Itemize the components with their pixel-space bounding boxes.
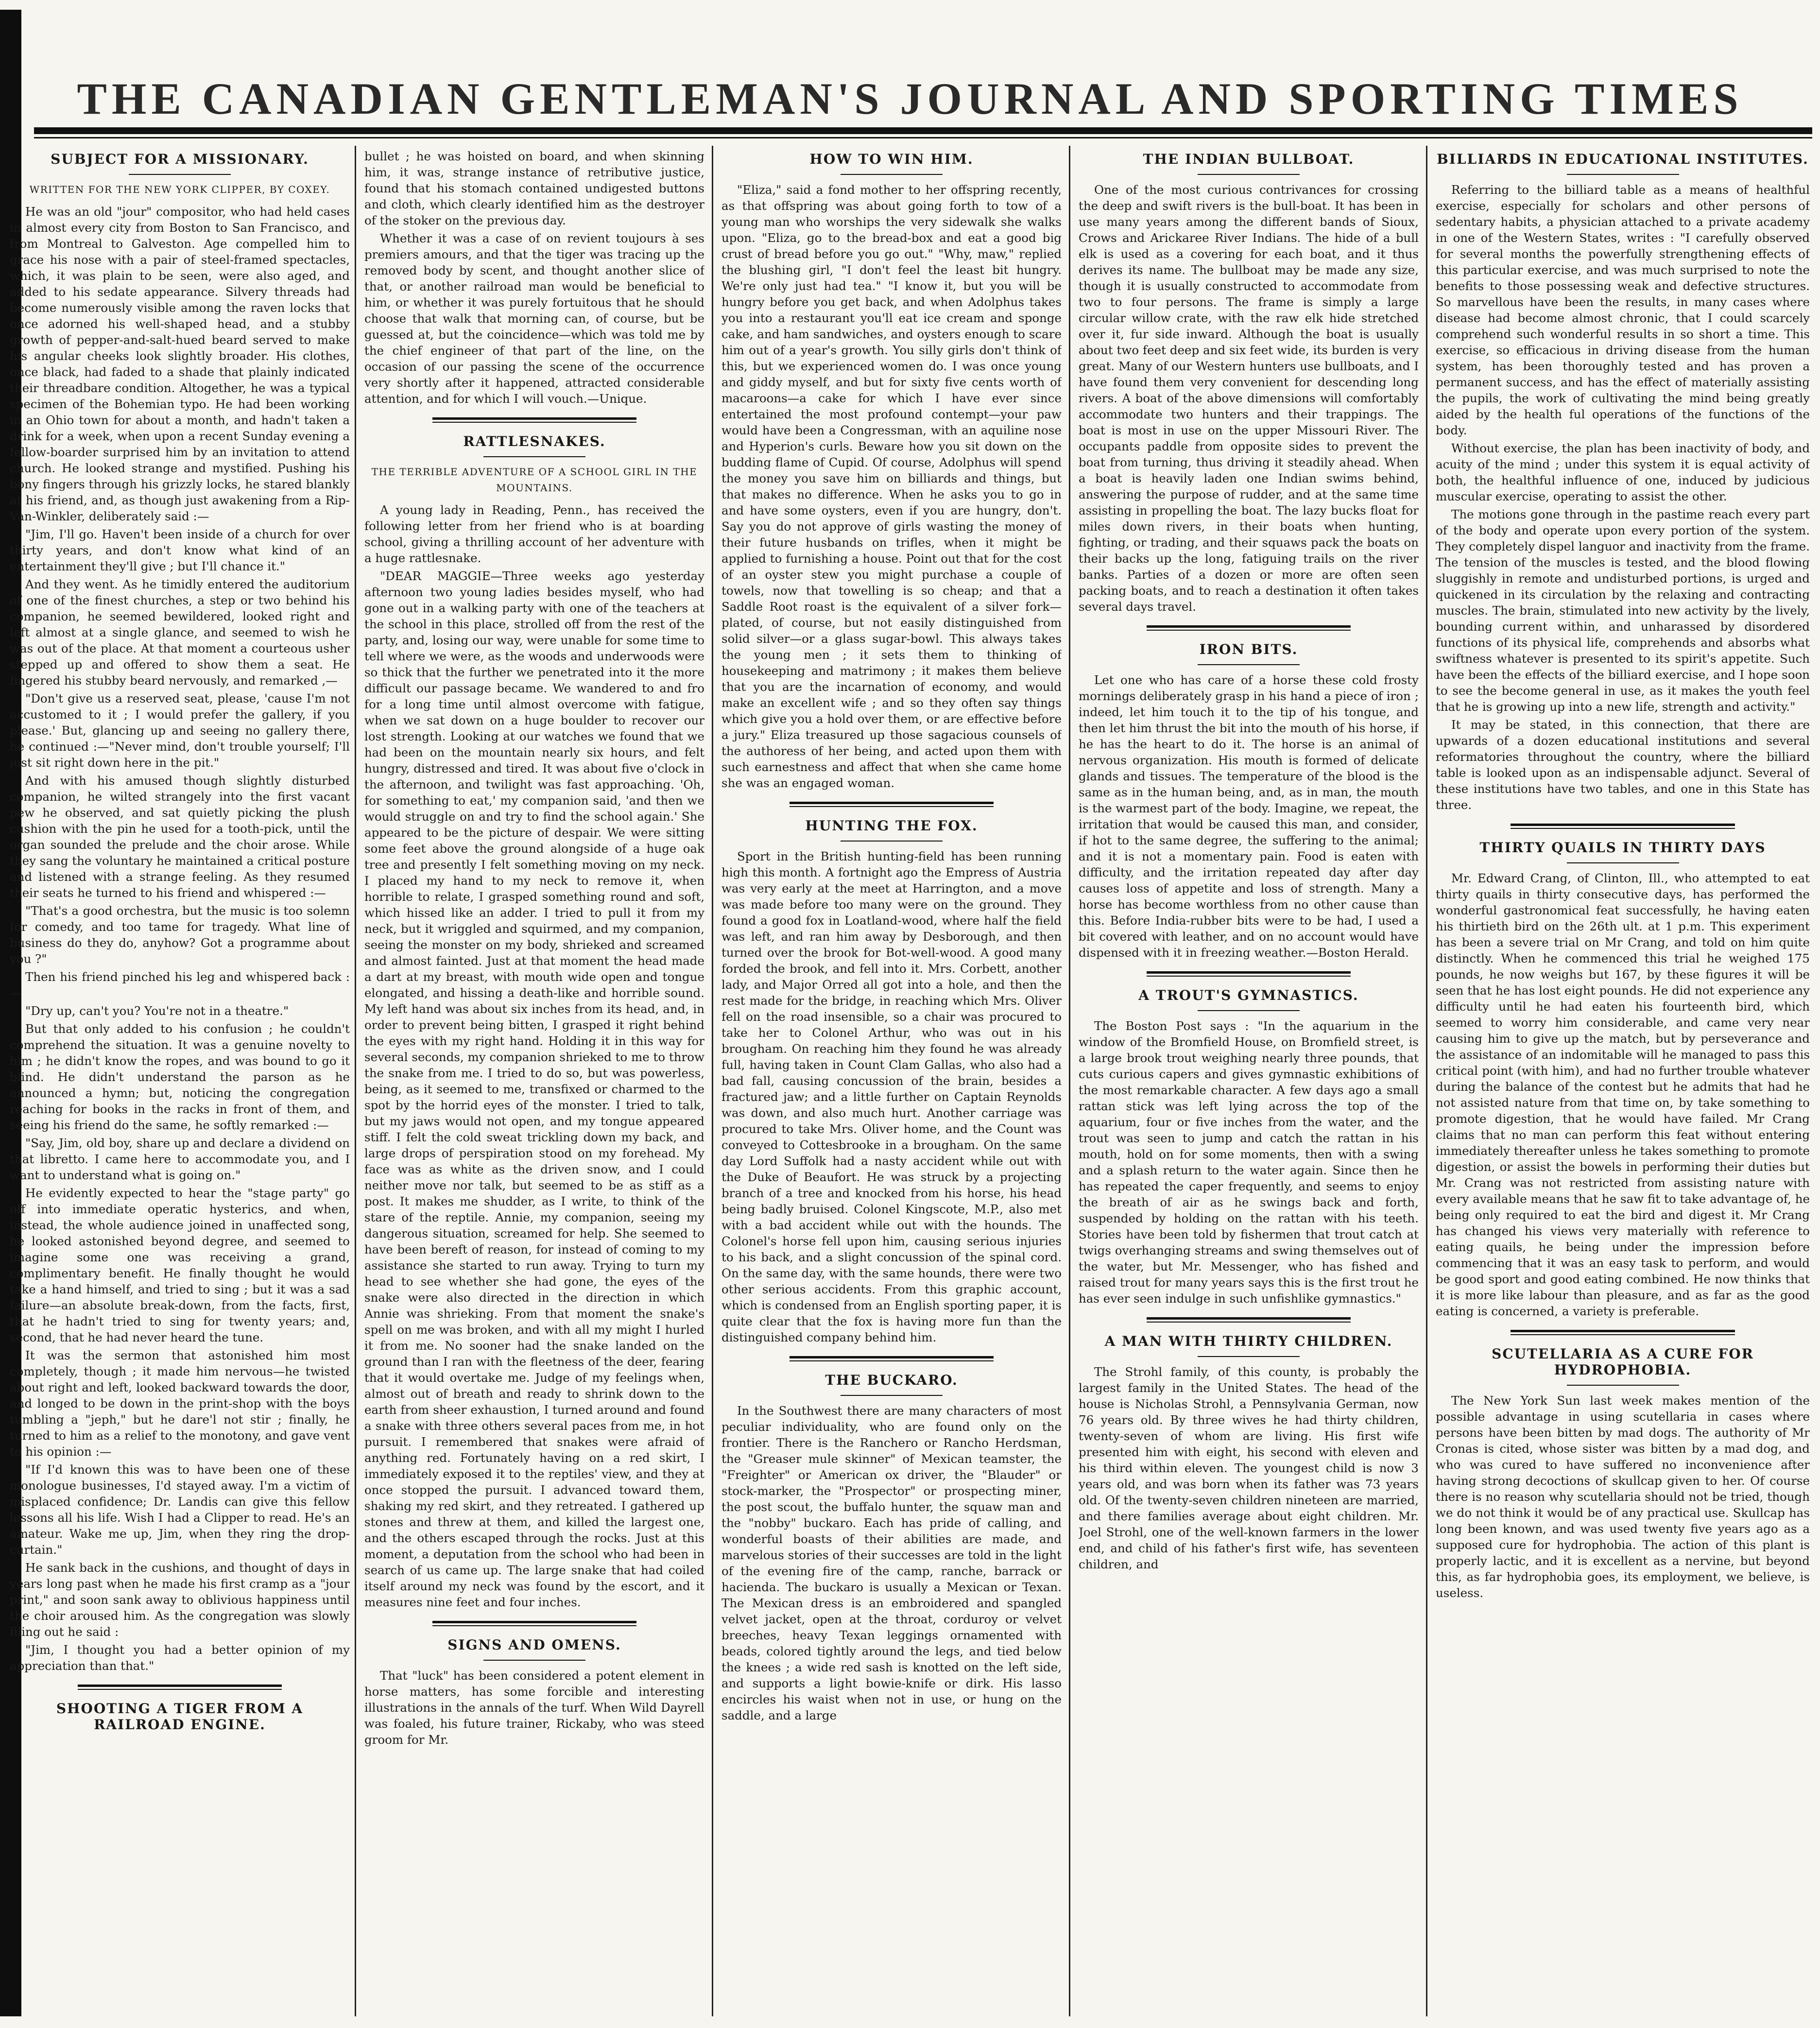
- article-headline: THE BUCKARO.: [825, 1372, 958, 1388]
- column-divider: [712, 146, 713, 2016]
- article-byline: WRITTEN FOR THE NEW YORK CLIPPER, BY COXEY.: [29, 184, 330, 195]
- paragraph: "Eliza," said a fond mother to her offspring recently, as that offspring was about going forth to tow of a young man who worships the very sidewalk she walks upon. "Eliza, go to the bread-box and eat a good big crust of bread before you go out." "Why, maw," replied the blushing girl, "I don't feel the least bit hungry. We're only just had tea." "I know it, but you will be hungry before you get back, and when Adolphus takes you into a restaurant you'll eat ice cream and sponge cake, and ham sandwiches, and oysters enough to scare him out of a year's growth. You silly girls don't think of this, but we experienced women do. I was once young and giddy myself, and but for sixty five cents worth of macaroons—a cake for which I have ever since entertained the most profound contempt—your paw would have been a Congressman, with an aquiline nose and Hyperion's curls. Beware how you sit down on the budding flame of Cupid. Of course, Adolphus will spend the money you save him on billiards and things, but that makes no difference. When he asks you to go in and have some oysters, even if you are hungry, don't. Say you do not approve of girls wasting the money of their future husbands on trifles, when it might be applied to furnishing a house. Point out that for the cost of an oyster stew you might purchase a couple of towels, now that towelling is so cheap; and that a Saddle Root roast is the equivalent of a silver fork—plated, of course, but not easily distinguished from solid silver—or a glass sugar-bowl. This always takes the young men ; it sets them to thinking of housekeeping and matrimony ; it makes them believe that you are the incarnation of economy, and would make an excellent wife ; and so they often say things which give you a hold over them, or are effective before a jury." Eliza treasured up those sagacious counsels of the authoress of her being, and acted upon them with such earnestness and affect that when she came home she was an engaged woman.: [721, 183, 1062, 790]
- paragraph: But that only added to his confusion ; he couldn't comprehend the situation. It was a genuine novelty to him ; he didn't know the ropes, and was bound to go it blind. He didn't understand the parson as he announced a hymn; but, noticing the congregation reaching for books in the racks in front of them, and seeing his friend do the same, he softly remarked :—: [10, 1022, 350, 1132]
- paragraph: A young lady in Reading, Penn., has received the following letter from her friend who is at boarding school, giving a thrilling account of her adventure with a huge rattlesnake.: [364, 503, 704, 565]
- section-separator: [1147, 1317, 1351, 1323]
- article-headline: HUNTING THE FOX.: [805, 818, 978, 834]
- headline-rule: [483, 1660, 585, 1661]
- paragraph: "DEAR MAGGIE—Three weeks ago yesterday afternoon two young ladies besides myself, who had gone out in a walking party with one of the teachers at the school in this place, strolled off from the rest of the party, and, losing our way, were unable for some time to tell where we were, as the woods and underwoods were so thick that the further we penetrated into it the more difficult our passage became. We wandered to and fro for a long time until almost overcome with fatigue, when we sat down on a huge boulder to recover our lost strength. Looking at our watches we found that we had been on the mountain nearly six hours, and felt hungry, distressed and tired. It was about five o'clock in the afternoon, and twilight was fast approaching. 'Oh, for something to eat,' my companion said, 'and then we would struggle on and try to find the school again.' She appeared to be the picture of despair. We were sitting some feet above the ground alongside of a huge oak tree and presently I felt something moving on my neck. I placed my hand to my neck to remove it, when horrible to relate, I grasped something round and soft, which hissed like an adder. I tried to pull it from my neck, but it wriggled and squirmed, and my companion, seeing the monster on my body, shrieked and screamed and almost fainted. Just at that moment the head made a dart at my breast, with mouth wide open and tongue elongated, and hissing a death-like and horrible sound. My left hand was about six inches from its head, and, in order to prevent being bitten, I grasped it right behind the eyes with my right hand. Holding it in this way for several seconds, my companion shrieked to me to throw the snake from me. I tried to do so, but was powerless, being, as it seemed to me, transfixed or charmed to the spot by the horrid eyes of the monster. I tried to talk, but my jaws would not open, and my tongue appeared stiff. I felt the cold sweat trickling down my back, and large drops of perspiration stood on my forehead. My face was as white as the driven snow, and I could neither move nor talk, but seemed to be as stiff as a post. It makes me shudder, as I write, to think of the stare of the reptile. Annie, my companion, seeing my dangerous situation, screamed for help. She seemed to have been bereft of reason, for instead of coming to my assistance she started to run away. Trying to turn my head to see whether she had gone, the eyes of the snake were also directed in the direction in which Annie was shrieking. From that moment the snake's spell on me was broken, and with all my might I hurled it from me. No sooner had the snake landed on the ground than I ran with the fleetness of the deer, fearing that it would overtake me. Judge of my feelings when, almost out of breath and ready to shrink down to the earth from sheer exhaustion, I turned around and found a snake with three others several paces from me, in hot pursuit. I remembered that snakes were afraid of anything red. Fortunately having on a red skirt, I immediately exposed it to the reptiles' view, and they at once stopped the pursuit. I advanced toward them, shaking my red skirt, and they retreated. I gathered up stones and threw at them, and killed the largest one, and the others escaped through the rocks. Just at this moment, a deputation from the school who had been in search of us came up. The large snake that had coiled itself around my neck was found by the escort, and it measures nine feet and four inches.: [364, 569, 704, 1609]
- paragraph: One of the most curious contrivances for crossing the deep and swift rivers is the bull-boat. It has been in use many years among the different bands of Sioux, Crows and Arickaree River Indians. The hide of a bull elk is used as a covering for each boat, and it thus derives its name. The bullboat may be made any size, though it is usually constructed to accommodate from two to four persons. The frame is simply a large circular willow crate, with the raw elk hide stretched over it, fur side inward. Although the boat is usually about two feet deep and six feet wide, its burden is very great. Many of our Western hunters use bullboats, and I have found them very convenient for descending long rivers. A boat of the above dimensions will comfortably accommodate two hunters and their trappings. The boat is most in use on the upper Missouri River. The occupants paddle from opposite sides to prevent the boat from turning, thus driving it steadily ahead. When a boat is heavily laden one Indian swims behind, answering the purpose of rudder, and at the same time assisting in propelling the boat. The lazy bucks float for miles down rivers, in their boats when hunting, fighting, or trading, and their squaws pack the boats on their backs up the long, fatiguing trails on the river banks. Parties of a dozen or more are often seen packing boats, and to reach a destination it often takes several days travel.: [1079, 183, 1419, 614]
- column-1: [10, 148, 350, 2019]
- headline-rule: [1567, 862, 1679, 863]
- paragraph: The Boston Post says : "In the aquarium in the window of the Bromfield House, on Bromfield street, is a large brook trout weighing nearly three pounds, that cuts curious capers and gives gymnastic exhibitions of the most remarkable character. A few days ago a small rattan stick was left lying across the top of the aquarium, four or five inches from the water, and the trout was seen to jump and catch the rattan in his mouth, hold on for some moments, then with a swing and a splash return to the water again. Since then he has repeated the caper frequently, and seems to enjoy the breath of air as he swings back and forth, suspended by holding on the rattan with his teeth. Stories have been told by fishermen that trout catch at twigs overhanging streams and swing themselves out of the water, but Mr. Messenger, who has fished and raised trout for many years says this is the first trout he has ever seen indulge in such unfishlike gymnastics.": [1079, 1019, 1419, 1306]
- paragraph: The New York Sun last week makes mention of the possible advantage in using scutellaria in cases where persons have been bitten by mad dogs. The authority of Mr Cronas is cited, whose sister was bitten by a mad dog, and who was cured to have suffered no inconvenience after having strong decoctions of skullcap given to her. Of course there is no reason why scutellaria should not be tried, though we do not think it would be of any practical use. Skullcap has long been known, and was used twenty five years ago as a supposed cure for hydrophobia. The action of this plant is properly lactic, and it is excellent as a nervine, but beyond this, as far hydrophobia goes, its employment, we believe, is useless.: [1436, 1393, 1810, 1600]
- article-headline: BILLIARDS IN EDUCATIONAL INSTITUTES.: [1437, 151, 1809, 167]
- section-separator: [790, 802, 994, 807]
- article-headline: HOW TO WIN HIM.: [809, 151, 974, 167]
- paragraph: Let one who has care of a horse these cold frosty mornings deliberately grasp in his hand a piece of iron ; indeed, let him touch it to the tip of his tongue, and then let him thrust the bit into the mouth of his horse, if he has the heart to do it. The horse is an animal of nervous organization. His mouth is formed of delicate glands and tissues. The temperature of the blood is the same as in the human being, and, as in man, the mouth is the warmest part of the body. Imagine, we repeat, the irritation that would be caused this man, and consider, if hot to the same degree, the suffering to the animal; and it is not a momentary pain. Food is eaten with difficulty, and the irritation repeated day after day causes loss of appetite and loss of strength. Many a horse has become worthless from no other cause than this. Before India-rubber bits were to be had, I used a bit covered with leather, and on no account would have dispensed with it in freezing weather.—Boston Herald.: [1079, 673, 1419, 960]
- headline-rule: [1198, 1356, 1300, 1357]
- section-separator: [1511, 1330, 1735, 1335]
- section-separator: [432, 1621, 636, 1626]
- article-headline: THE INDIAN BULLBOAT.: [1143, 151, 1355, 167]
- headline-rule: [841, 1395, 943, 1396]
- column-3: [721, 148, 1062, 2019]
- headline-rule: [841, 841, 943, 842]
- paragraph: The motions gone through in the pastime reach every part of the body and operate upon every portion of the system. They completely dispel languor and inactivity from the frame. The tension of the muscles is tested, and the blood flowing sluggishly in remote and undisturbed portions, is urged and quickened in its circulation by the relaxing and contracting muscles. The brain, stimulated into new activity by the lively, bounding current within, and unharassed by disordered functions of its physical life, comprehends and absorbs what swiftness whatever is presented to its spirit's appetite. Such have been the effects of the billiard exercise, and I hope soon to see the become general in use, as it makes the youth feel that he is growing up into a new life, strength and activity.": [1436, 507, 1810, 714]
- paragraph: "If I'd known this was to have been one of these monologue businesses, I'd stayed away. I'm a victim of misplaced confidence; Dr. Landis can give this fellow lessons all his life. Wish I had a Clipper to read. He's an amateur. Wake me up, Jim, when they ring the drop-curtain.": [10, 1462, 350, 1557]
- masthead-rule: [34, 127, 1812, 134]
- paragraph: "Don't give us a reserved seat, please, 'cause I'm not accustomed to it ; I would prefer the gallery, if you please.' But, glancing up and seeing no gallery there, he continued :—"Never mind, don't trouble yourself; I'll just sit right down here in the pit.": [10, 691, 350, 770]
- article-subhead: THE TERRIBLE ADVENTURE OF A SCHOOL GIRL IN THE MOUNTAINS.: [371, 466, 698, 494]
- paragraph: And with his amused though slightly disturbed companion, he wilted strangely into the first vacant pew he observed, and sat quietly picking the plush cushion with the pin he used for a tooth-pick, until the organ sounded the prelude and the choir arose. While they sang the voluntary he maintained a critical posture and listened with a strange feeling. As they resumed their seats he turned to his friend and whispered :—: [10, 773, 350, 900]
- headline-rule: [1567, 1385, 1679, 1386]
- section-separator: [790, 1356, 994, 1361]
- article-headline: THIRTY QUAILS IN THIRTY DAYS: [1479, 840, 1766, 856]
- paragraph: He was an old "jour" compositor, who had held cases in almost every city from Boston to San Francisco, and from Montreal to Galveston. Age compelled him to grace his nose with a pair of steel-framed spectacles, which, it was plain to be seen, were also aged, and added to his sedate appearance. Silvery threads had become numerously visible among the raven locks that once adorned his well-shaped head, and a stubby growth of pepper-and-salt-hued beard served to make his angular cheeks look slightly broader. His clothes, once black, had faded to a shade that plainly indicated their threadbare condition. Altogether, he was a typical specimen of the Bohemian typo. He had been working in an Ohio town for about a month, and hadn't taken a drink for a week, when upon a recent Sunday evening a fellow-boarder surprised him by an invitation to attend church. He looked strange and mystified. Pushing his bony fingers through his grizzly locks, he stared blankly at his friend, and, as though just awakening from a Rip-Van-Winkler, deliberately said :—: [10, 205, 350, 523]
- column-4: [1079, 148, 1419, 2019]
- paragraph: Then his friend pinched his leg and whispered back :—: [10, 970, 350, 1000]
- headline-rule: [1198, 1010, 1300, 1011]
- section-separator: [1147, 625, 1351, 631]
- article-headline: SCUTELLARIA AS A CURE FOR HYDROPHOBIA.: [1492, 1346, 1754, 1378]
- masthead-rule-thin: [34, 137, 1812, 138]
- headline-rule: [1567, 174, 1679, 175]
- article-headline: SIGNS AND OMENS.: [447, 1637, 621, 1653]
- paragraph: The Strohl family, of this county, is probably the largest family in the United States. The head of the house is Nicholas Strohl, a Pennsylvania German, now 76 years old. By three wives he had thirty children, twenty-seven of whom are living. His first wife presented him with eight, his second with eleven and his third within eleven. The youngest child is now 3 years old, and was born when its father was 73 years old. Of the twenty-seven children nineteen are married, and there families average about eight children. Mr. Joel Strohl, one of the well-known farmers in the lower end, and child of his father's first wife, has seventeen children, and: [1079, 1365, 1419, 1571]
- paragraph: Referring to the billiard table as a means of healthful exercise, especially for scholars and other persons of sedentary habits, a physician attached to a private academy in one of the Western States, writes : "I carefully observed for several months the powerfully strengthening effects of this particular exercise, and was much surprised to note the benefits to those possessing weak and defective structures. So marvellous have been the results, in many cases where disease had become almost chronic, that I could scarcely comprehend such wonderful results in so short a time. This exercise, so efficacious in driving disease from the human system, has been thoroughly tested and has proven a permanent success, and has the effect of materially assisting the pupils, the work of cultivating the mind being greatly aided by the health ful operations of the functions of the body.: [1436, 183, 1810, 437]
- paragraph: "Jim, I thought you had a better opinion of my appreciation than that.": [10, 1643, 350, 1673]
- article-headline: RATTLESNAKES.: [463, 433, 606, 449]
- article-headline: SHOOTING A TIGER FROM A RAILROAD ENGINE.: [56, 1701, 304, 1733]
- paragraph: He sank back in the cushions, and thought of days in years long past when he made his first cramp as a "jour print," and soon sank away to oblivious happiness until the choir aroused him. As the congregation was slowly filing out he said :: [10, 1561, 350, 1639]
- headline-rule: [483, 456, 585, 457]
- paragraph: And they went. As he timidly entered the auditorium of one of the finest churches, a step or two behind his companion, he seemed bewildered, looked right and left almost at a single glance, and seemed to wish he was out of the place. At that moment a courteous usher stepped up and offered to show them a seat. He fingered his stubby beard nervously, and remarked ,—: [10, 577, 350, 687]
- article-headline: A MAN WITH THIRTY CHILDREN.: [1104, 1333, 1393, 1349]
- paragraph: In the Southwest there are many characters of most peculiar individuality, who are found only on the frontier. There is the Ranchero or Rancho Herdsman, the "Greaser mule skinner" of Mexican teamster, the "Freighter" or American ox driver, the "Blauder" or stock-marker, the "Prospector" or prospecting miner, the post scout, the buffalo hunter, the squaw man and the "nobby" buckaro. Each has pride of calling, and wonderful boasts of their abilities are made, and marvelous stories of their successes are told in the light of the evening fire of the camp, ranche, barrack or hacienda. The buckaro is usually a Mexican or Texan. The Mexican dress is an embroidered and spangled velvet jacket, open at the throat, corduroy or velvet breeches, heavy Texan leggings ornamented with beads, colored tightly around the legs, and tied below the knees ; a wide red sash is knotted on the left side, and supports a light bowie-knife or dirk. His lasso encircles his waist when not in use, or hung on the saddle, and a large: [721, 1404, 1062, 1722]
- section-separator: [1511, 824, 1735, 829]
- column-divider: [1069, 146, 1070, 2016]
- headline-rule: [129, 174, 231, 175]
- headline-rule: [841, 174, 943, 175]
- paragraph: "Say, Jim, old boy, share up and declare a dividend on that libretto. I came here to accommodate you, and I want to understand what is going on.": [10, 1136, 350, 1182]
- paragraph: It may be stated, in this connection, that there are upwards of a dozen educational institutions and several reformatories throughout the country, where the billiard table is looked upon as an indispensable adjunct. Several of these institutions have two tables, and one in this State has three.: [1436, 718, 1810, 812]
- paragraph: He evidently expected to hear the "stage party" go off into immediate operatic hysterics, and when, instead, the whole audience joined in unaffected song, he looked astonished beyond degree, and seemed to imagine some one was receiving a grand, complimentary benefit. He finally thought he would take a hand himself, and tried to sing ; but it was a sad failure—an absolute break-down, from the facts, first, that he hadn't tried to sing for twenty years; and, second, that he had never heard the tune.: [10, 1186, 350, 1344]
- paragraph: It was the sermon that astonished him most completely, though ; it made him nervous—he twisted about right and left, looked backward towards the door, and longed to be down in the print-shop with the boys tumbling a "jeph," but he dare'l not stir ; finally, he turned to him as a relief to the monotony, and gave vent to his opinion :—: [10, 1348, 350, 1459]
- paragraph: Whether it was a case of on revient toujours à ses premiers amours, and that the tiger was tracing up the removed body by scent, and thought another slice of that, or another railroad man would be beneficial to him, or whether it was purely fortuitous that he should choose that walk that morning can, of course, but be guessed at, but the coincidence—which was told me by the chief engineer of that part of the line, on the occasion of our passing the scene of the occurrence very shortly after it happened, attracted considerable attention, and for which I will vouch.—Unique.: [364, 231, 704, 406]
- section-separator: [1147, 971, 1351, 977]
- article-headline: A TROUT'S GYMNASTICS.: [1138, 987, 1359, 1003]
- masthead-title: THE CANADIAN GENTLEMAN'S JOURNAL AND SPORTING TIMES: [77, 74, 1743, 123]
- paragraph: Sport in the British hunting-field has been running high this month. A fortnight ago the Empress of Austria was very early at the meet at Harrington, and a move was made before too many were on the ground. They found a good fox in Loatland-wood, where half the field was left, and ran him away by Desborough, and then turned over the brook for Bot-well-wood. A good many forded the brook, and fell into it. Mrs. Corbett, another lady, and Major Orred all got into a hole, and then the rest made for the bridge, in reaching which Mrs. Oliver fell on the road insensible, so a chair was procured to take her to Colonel Arthur, who was out in his brougham. On reaching him they found he was already full, having taken in Count Clam Gallas, who also had a bad fall, causing concussion of the brain, besides a fractured jaw; and a little further on Captain Reynolds was down, and also much hurt. Another carriage was procured to take Mrs. Oliver home, and the Count was conveyed to Cottesbrooke in a brougham. On the same day Lord Suffolk had a nasty accident while out with the Duke of Beaufort. He was struck by a projecting branch of a tree and knocked from his horse, his head being badly bruised. Colonel Kingscote, M.P., also met with a bad accident while out with the hounds. The Colonel's horse fell upon him, causing serious injuries to his back, and a slight concussion of the spinal cord. On the same day, with the same hounds, there were two other serious accidents. From this graphic account, which is condensed from an English sporting paper, it is quite clear that the fox is having more fun than the distinguished company behind him.: [721, 849, 1062, 1344]
- column-divider: [355, 146, 356, 2016]
- paragraph: "Dry up, can't you? You're not in a theatre.": [25, 1004, 289, 1018]
- headline-rule: [1198, 174, 1300, 175]
- headline-rule: [1198, 664, 1300, 665]
- paragraph: bullet ; he was hoisted on board, and when skinning him, it was, strange instance of retributive justice, found that his stomach contained undigested buttons and cloth, which clearly identified him as the destroyer of the stoker on the previous day.: [364, 149, 704, 227]
- article-headline: SUBJECT FOR A MISSIONARY.: [51, 151, 309, 167]
- column-5: [1436, 148, 1810, 2019]
- paragraph: Without exercise, the plan has been inactivity of body, and acuity of the mind ; under this system it is equal activity of both, the healthful influence of one, induced by judicious muscular exercise, operating to assist the other.: [1436, 441, 1810, 503]
- paragraph: Mr. Edward Crang, of Clinton, Ill., who attempted to eat thirty quails in thirty consecutive days, has performed the wonderful gastronomical feat successfully, he having eaten his thirtieth bird on the 26th ult. at 1 p.m. This experiment has been a severe trial on Mr Crang, and told on him quite distinctly. When he commenced this trial he weighed 175 pounds, he now weighs but 167, by these figures it will be seen that he has lost eight pounds. He did not experience any difficulty until he had eaten his fourteenth bird, which seemed to worry him considerable, and came very near causing him to give up the match, but by perseverance and the assistance of an indomitable will he managed to pass this critical point (with him), and had no further trouble whatever during the balance of the contest but he admits that had he not assisted nature from that time on, by take something to promote digestion, that he would have failed. Mr Crang claims that no man can perform this feat without entering immediately thereafter unless he takes something to promote digestion, or assist the bowels in performing their duties but Mr. Crang was not restricted from assisting nature with every available means that he saw fit to take advantage of, he being only required to eat the bird and digest it. Mr Crang has changed his views very materially with reference to eating quails, he being under the impression before commencing that it was an easy task to perform, and would be good sport and good eating combined. He now thinks that it is more like labour than pleasure, and as far as the good eating is concerned, a variety is preferable.: [1436, 871, 1810, 1318]
- section-separator: [432, 417, 636, 423]
- article-headline: IRON BITS.: [1199, 641, 1298, 657]
- paragraph: That "luck" has been considered a potent element in horse matters, has some forcible and interesting illustrations in the annals of the turf. When Wild Dayrell was foaled, his future trainer, Rickaby, who was steed groom for Mr.: [364, 1668, 704, 1747]
- column-divider: [1426, 146, 1427, 2016]
- section-separator: [78, 1684, 282, 1690]
- column-2: [364, 148, 704, 2019]
- paragraph: "Jim, I'll go. Haven't been inside of a church for over thirty years, and don't know what kind of an entertainment they'll give ; but I'll chance it.": [10, 527, 350, 573]
- paragraph: "That's a good orchestra, but the music is too solemn for comedy, and too tame for tragedy. What line of business do they do, anyhow? Got a programme about you ?": [10, 904, 350, 966]
